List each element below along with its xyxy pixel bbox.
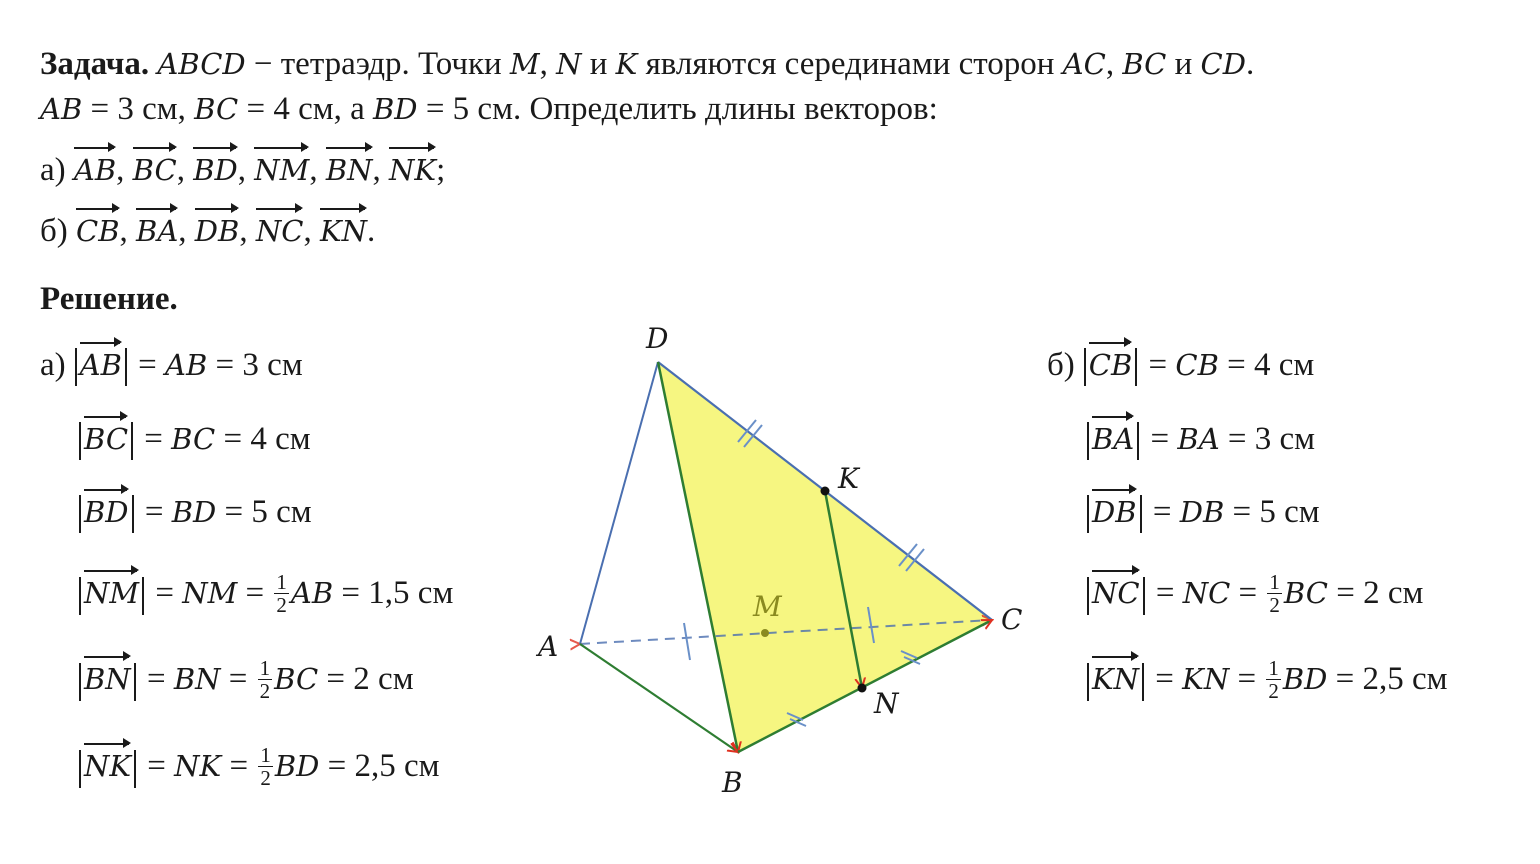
- equals: =: [1219, 421, 1255, 457]
- equals: =: [1144, 494, 1180, 530]
- equals: =: [216, 494, 252, 530]
- edge-ad: [580, 362, 658, 644]
- label-a: A: [538, 630, 559, 663]
- result: 2 см: [353, 661, 414, 698]
- equals: =: [1147, 575, 1183, 612]
- frac-num: 1: [1268, 656, 1279, 680]
- equals: =: [139, 748, 175, 785]
- row-prefix: б): [1047, 347, 1075, 383]
- label-n: N: [874, 687, 899, 720]
- point-m: [761, 629, 769, 637]
- label-d: D: [646, 322, 669, 355]
- frac-den: 2: [260, 766, 271, 790]
- equals: =: [138, 661, 174, 698]
- problem-label: Задача.: [40, 46, 150, 82]
- result: 5 см: [251, 494, 312, 530]
- vector: KN: [320, 211, 367, 251]
- result: 3 см: [242, 347, 303, 383]
- result: 2,5 см: [1362, 661, 1448, 698]
- frac-num: 1: [259, 656, 271, 680]
- comma: ,: [309, 152, 326, 188]
- vector: BD: [193, 150, 238, 190]
- comma: ,: [178, 213, 195, 249]
- base-segment: AB: [290, 576, 334, 611]
- list-end: .: [366, 213, 376, 249]
- segment: NC: [1182, 576, 1231, 611]
- segment: AB: [165, 348, 208, 382]
- equals: =: [1230, 575, 1266, 612]
- equals: =: [1327, 661, 1363, 698]
- point-n: [858, 684, 867, 693]
- vector: BC: [133, 150, 177, 190]
- comma: ,: [372, 152, 390, 188]
- equals: =: [215, 421, 251, 457]
- list-prefix: а): [40, 152, 74, 188]
- vector: NK: [84, 746, 131, 786]
- vector: CB: [76, 211, 120, 251]
- segment: BC: [171, 422, 216, 456]
- comma: ,: [119, 213, 137, 249]
- equals: =: [1224, 494, 1260, 530]
- base-segment: BD: [274, 749, 320, 784]
- equals: =: [237, 575, 273, 612]
- vector: NM: [254, 150, 309, 190]
- equals: =: [136, 421, 172, 457]
- vector: BC: [84, 419, 128, 459]
- segment: CB: [1175, 348, 1219, 382]
- face-dbc: [658, 362, 992, 752]
- result: 2,5 см: [354, 748, 440, 785]
- result: 5 см: [1259, 494, 1320, 530]
- solution-heading: Решение.: [40, 281, 178, 317]
- equals: =: [333, 575, 369, 612]
- comma: ,: [239, 213, 256, 249]
- problem-line-2: AB = 3 см, BC = 4 см, а BD = 5 см. Определить длины векторов:: [40, 91, 938, 127]
- vector: DB: [1092, 492, 1137, 532]
- vector: DB: [195, 211, 240, 251]
- base-segment: BD: [1282, 662, 1328, 697]
- label-c: C: [1001, 603, 1023, 636]
- label-k: K: [838, 462, 859, 495]
- segment: BD: [171, 495, 217, 529]
- frac-den: 2: [1268, 679, 1279, 703]
- equals: =: [319, 748, 355, 785]
- vector: KN: [1092, 659, 1139, 699]
- equals: =: [1142, 421, 1178, 457]
- equals: =: [207, 347, 243, 383]
- equals: =: [1147, 661, 1183, 698]
- frac-den: 2: [276, 593, 287, 617]
- segment: BN: [173, 662, 221, 697]
- result: 1,5 см: [368, 575, 454, 612]
- vector: AB: [80, 345, 122, 385]
- comma: ,: [303, 213, 320, 249]
- frac-num: 1: [276, 570, 287, 594]
- frac-num: 1: [1269, 570, 1280, 594]
- result: 4 см: [250, 421, 311, 457]
- vector: BN: [326, 150, 373, 190]
- segment: NM: [182, 576, 238, 611]
- comma: ,: [237, 152, 255, 188]
- equals: =: [221, 748, 257, 785]
- vector: BN: [84, 659, 131, 699]
- label-b: B: [722, 766, 743, 799]
- equals: =: [1140, 347, 1176, 383]
- segment: DB: [1179, 495, 1225, 529]
- frac-den: 2: [1269, 593, 1280, 617]
- vector: BD: [84, 492, 129, 532]
- equals: =: [1229, 661, 1265, 698]
- vector: BA: [1092, 419, 1134, 459]
- vector: NC: [1092, 573, 1140, 613]
- equals: =: [129, 347, 166, 383]
- segment: BA: [1177, 422, 1220, 456]
- edge-ab: [580, 644, 738, 752]
- point-k: [821, 487, 830, 496]
- segment: KN: [1182, 662, 1230, 697]
- comma: ,: [176, 152, 194, 188]
- base-segment: BC: [1283, 576, 1328, 611]
- vector: AB: [74, 150, 116, 190]
- equals: =: [147, 575, 183, 612]
- equals: =: [136, 494, 172, 530]
- equals: =: [1218, 347, 1255, 383]
- equals: =: [1327, 575, 1364, 612]
- segment: NK: [174, 749, 222, 784]
- vector: NC: [256, 211, 304, 251]
- result: 4 см: [1254, 347, 1315, 383]
- row-prefix: а): [40, 347, 66, 383]
- base-segment: BC: [274, 662, 319, 697]
- result: 2 см: [1363, 575, 1424, 612]
- frac-den: 2: [259, 679, 271, 703]
- problem-line-1: Задача. ABCD − тетраэдр. Точки M, N и K являются серединами сторон AC, BC и CD.: [40, 46, 1255, 82]
- equals: =: [318, 661, 354, 698]
- vector: BA: [136, 211, 178, 251]
- frac-num: 1: [260, 743, 271, 767]
- vector: NM: [84, 573, 139, 613]
- vector: CB: [1089, 345, 1133, 385]
- comma: ,: [116, 152, 133, 188]
- vector: NK: [389, 150, 436, 190]
- equals: =: [220, 661, 256, 698]
- list-end: ;: [436, 152, 446, 188]
- label-m: M: [753, 590, 782, 623]
- result: 3 см: [1254, 421, 1316, 457]
- list-prefix: б): [40, 213, 77, 249]
